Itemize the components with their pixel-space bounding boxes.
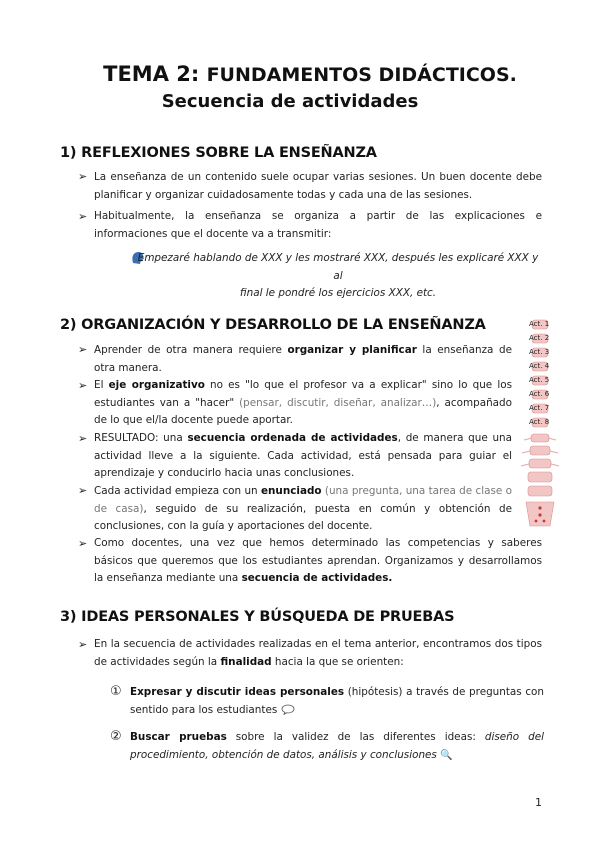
- grey-text: (pensar, discutir, diseñar, analizar…): [239, 396, 437, 409]
- document-title: [10, 62, 600, 86]
- text: RESULTADO: una: [94, 432, 188, 444]
- document-subtitle: Secuencia de actividades: [161, 91, 419, 112]
- italic-text: diseño del procedimiento, obtención de datos, análisis y conclusiones: [130, 731, 544, 761]
- text: (hipótesis) a través de preguntas con sentido para los estudiantes: [130, 686, 544, 716]
- title-main: FUNDAMENTOS DIDÁCTICOS.: [206, 64, 517, 86]
- bullet-glyph: ➢: [78, 379, 88, 392]
- section3-heading: 3) IDEAS PERSONALES Y BÚSQUEDA DE PRUEBAS: [60, 609, 455, 625]
- text: la enseñanza de otra manera.: [94, 344, 512, 374]
- quote-line-2: final le pondré los ejercicios XXX, etc.: [239, 287, 437, 299]
- bold-text: organizar y planificar: [287, 344, 417, 356]
- bold-text: finalidad: [220, 655, 272, 668]
- text: hacia la que se orienten:: [271, 655, 404, 668]
- section3-paragraph: [94, 636, 542, 671]
- item-number-1: ①: [110, 684, 122, 699]
- magnifier-icon: 🔍: [440, 749, 453, 761]
- act-label: Act. 5: [529, 376, 550, 384]
- bullet-glyph: ➢: [78, 432, 88, 445]
- section2-bullet-1: [94, 342, 512, 377]
- text: , de manera que una actividad lleve a la siguiente. Cada actividad, está pensada para guiar el aprendizaje y conducirlo hacia unas conclusiones.: [94, 432, 512, 479]
- section2-bullet-4: [94, 483, 512, 536]
- text: Aprender de otra manera requiere: [94, 344, 288, 356]
- section2-bullet-2: [94, 377, 512, 430]
- section2-bullet-5: [94, 535, 542, 588]
- act-label: Act. 7: [529, 404, 550, 412]
- section1-heading: 1) REFLEXIONES SOBRE LA ENSEÑANZA: [60, 145, 377, 161]
- act-label: Act. 2: [529, 334, 550, 342]
- act-label: Act. 6: [529, 390, 550, 398]
- section2-heading: 2) ORGANIZACIÓN Y DESARROLLO DE LA ENSEÑANZA: [60, 317, 486, 333]
- quote-line-1: Empezaré hablando de XXX y les mostraré XXX, después les explicaré XXX y al: [137, 252, 539, 282]
- section2-bullet-3: [94, 430, 512, 483]
- bullet-glyph: ➢: [78, 484, 88, 497]
- bold-text: enunciado: [260, 485, 322, 497]
- item-number-2: ②: [110, 729, 122, 744]
- text: no es "lo que el profesor va a explicar" sino lo que los estudiantes van a "hacer": [94, 379, 512, 409]
- bold-text: secuencia ordenada de actividades: [187, 432, 398, 444]
- bullet-glyph: ➢: [78, 170, 88, 183]
- bold-text: Expresar y discutir ideas personales: [130, 686, 345, 698]
- text: Como docentes, una vez que hemos determinado las competencias y saberes básicos que queremos que los estudiantes aprendan. Organizamos y desarrollamos la enseñanza mediante una: [94, 537, 542, 584]
- act-label: Act. 4: [529, 362, 550, 370]
- bold-text: secuencia de actividades.: [241, 572, 393, 584]
- page-number: 1: [535, 796, 542, 809]
- bullet-glyph: ➢: [78, 210, 88, 223]
- activity-sequence-illustration: [520, 316, 580, 536]
- section1-paragraph-1: La enseñanza de un contenido suele ocupar varias sesiones. Un buen docente debe planificar y organizar cuidadosamente todas y cada una de las sesiones.: [94, 171, 542, 201]
- text: El: [94, 379, 109, 391]
- grey-text: (una pregunta, una tarea de clase o de casa): [94, 485, 512, 515]
- title-tema: TEMA 2:: [103, 62, 207, 86]
- section3-item-2: [130, 729, 544, 764]
- text: En la secuencia de actividades realizadas en el tema anterior, encontramos dos tipos de actividades según la: [94, 638, 542, 668]
- bold-text: Buscar pruebas: [130, 731, 227, 743]
- act-label: Act. 3: [529, 348, 550, 356]
- speech-bubble-icon: [281, 704, 295, 715]
- act-label: Act. 8: [529, 418, 550, 426]
- act-label: Act. 1: [529, 320, 550, 328]
- bullet-glyph: ➢: [78, 343, 88, 356]
- text: , seguido de su realización, puesta en común y obtención de conclusiones, con la guía y aportaciones del docente.: [94, 502, 512, 532]
- bullet-glyph: ➢: [78, 638, 88, 651]
- bullet-glyph: ➢: [78, 537, 88, 550]
- text: sobre la validez de las diferentes ideas:: [226, 731, 485, 743]
- text: Cada actividad empieza con un: [94, 485, 261, 497]
- bold-text: eje organizativo: [108, 379, 205, 391]
- section1-quote: [132, 250, 544, 303]
- section1-paragraph-2: Habitualmente, la enseñanza se organiza a partir de las explicaciones e informaciones que el docente va a transmitir:: [94, 210, 542, 240]
- text: , acompañado de lo que el/la docente puede aportar.: [94, 396, 512, 426]
- section3-item-1: [130, 684, 544, 719]
